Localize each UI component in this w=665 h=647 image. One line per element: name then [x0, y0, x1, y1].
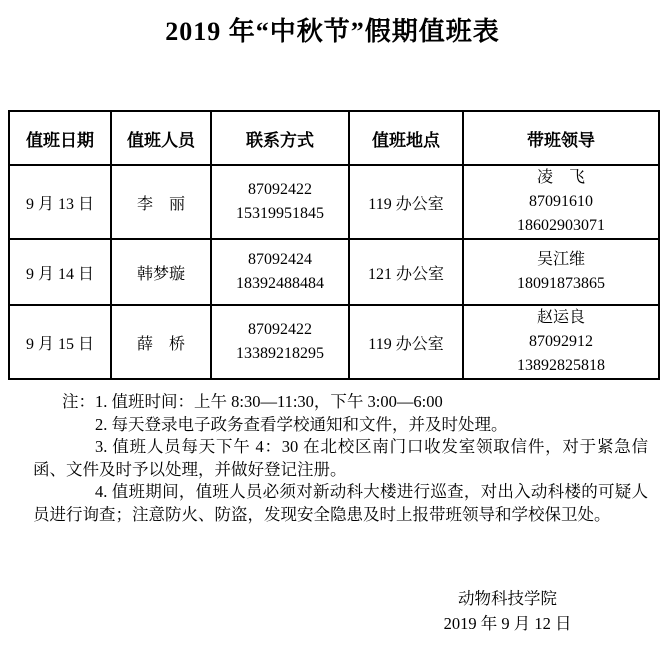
cell-contact: [211, 165, 349, 239]
leader-name: 赵运良: [536, 309, 585, 326]
note-item-1: 注：1. 值班时间：上午 8:30—11:30，下午 3:00—6:00: [62, 392, 443, 411]
duty-roster-table: [8, 110, 660, 380]
leader-name: 凌 飞: [536, 169, 585, 186]
cell-location: 121 办公室: [349, 239, 463, 305]
column-header-duty-date: 值班日期: [9, 111, 111, 165]
table-row: [9, 239, 659, 305]
table-header-row: [9, 111, 659, 165]
column-header-leader: 带班领导: [463, 111, 659, 165]
table-row: [9, 305, 659, 379]
notes-section: [33, 391, 648, 527]
contact-mobile: 13389218295: [236, 345, 324, 362]
cell-contact: [211, 305, 349, 379]
note-item-2: 2. 每天登录电子政务查看学校通知和文件，并及时处理。: [95, 414, 508, 434]
table-row: [9, 165, 659, 239]
column-header-contact: 联系方式: [211, 111, 349, 165]
cell-duty-person: 韩梦璇: [111, 239, 211, 305]
signature-org: 动物科技学院: [458, 589, 557, 608]
leader-mobile: 18091873865: [517, 275, 605, 292]
contact-mobile: 15319951845: [236, 205, 324, 222]
page-title: 2019 年“中秋节”假期值班表: [165, 17, 500, 46]
cell-location: 119 办公室: [349, 165, 463, 239]
signature-date: 2019 年 9 月 12 日: [443, 614, 572, 633]
column-header-duty-person: 值班人员: [111, 111, 211, 165]
cell-duty-date: 9 月 14 日: [9, 239, 111, 305]
cell-duty-person: 薛 桥: [111, 305, 211, 379]
signature-block: [375, 586, 640, 636]
cell-leader: [463, 165, 659, 239]
cell-duty-date: 9 月 15 日: [9, 305, 111, 379]
leader-mobile: 18602903071: [517, 217, 605, 234]
note-item-3: 3. 值班人员每天下午 4：30 在北校区南门口收发室领取信件，对于紧急信函、文件及时予以处理，并做好登记注册。: [33, 437, 648, 479]
cell-leader: [463, 305, 659, 379]
note-item-4: 4. 值班期间，值班人员必须对新动科大楼进行巡查，对出入动科楼的可疑人员进行询查；注意防火、防盗，发现安全隐患及时上报带班领导和学校保卫处。: [33, 482, 648, 524]
leader-phone: 87091610: [529, 193, 593, 210]
column-header-location: 值班地点: [349, 111, 463, 165]
cell-contact: [211, 239, 349, 305]
leader-mobile: 13892825818: [517, 357, 605, 374]
leader-name: 吴江维: [536, 251, 585, 268]
leader-phone: 87092912: [529, 333, 593, 350]
contact-mobile: 18392488484: [236, 275, 324, 292]
contact-phone: 87092422: [248, 321, 312, 338]
cell-duty-person: 李 丽: [111, 165, 211, 239]
cell-location: 119 办公室: [349, 305, 463, 379]
contact-phone: 87092424: [248, 251, 312, 268]
cell-leader: [463, 239, 659, 305]
contact-phone: 87092422: [248, 181, 312, 198]
cell-duty-date: 9 月 13 日: [9, 165, 111, 239]
